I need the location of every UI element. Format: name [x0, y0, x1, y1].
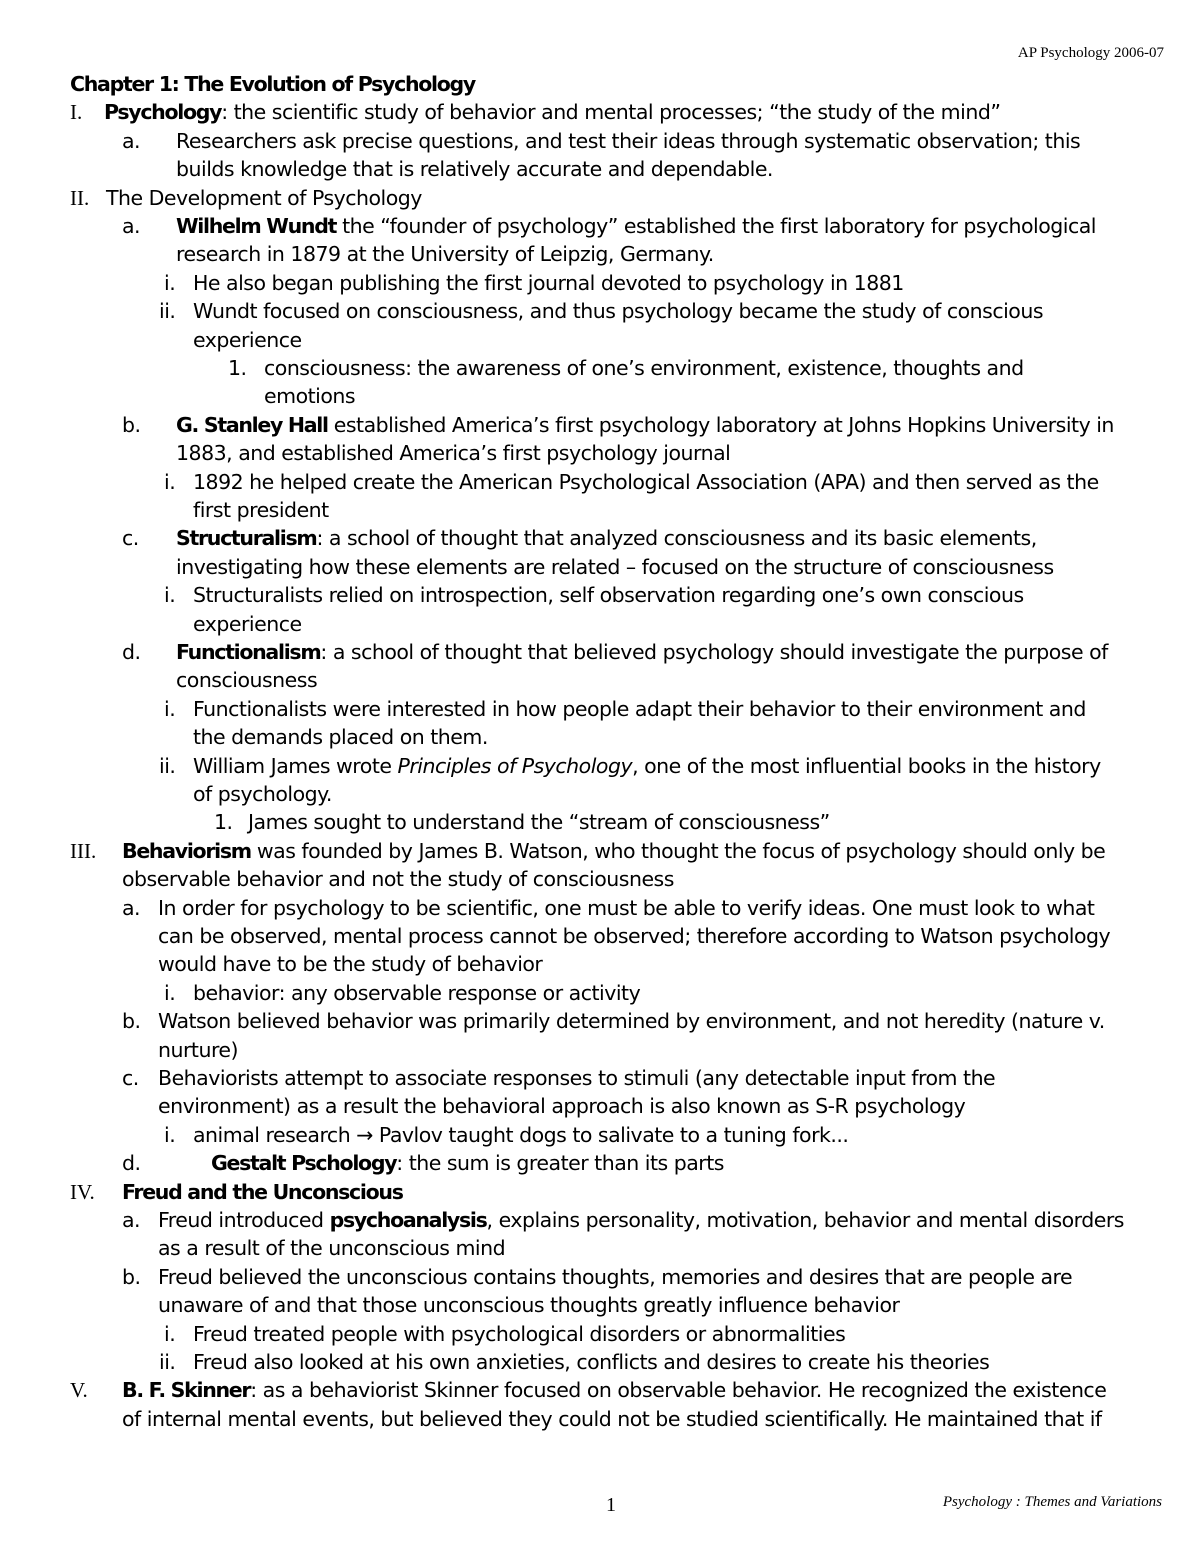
list-marker: 1.	[214, 810, 233, 835]
outline-line	[0, 326, 1200, 354]
list-marker: ii.	[159, 299, 176, 324]
outline-line	[0, 1036, 1200, 1064]
bold-term: psychoanalysis	[329, 1208, 487, 1232]
outline-line	[0, 524, 1200, 552]
line-text: Watson believed behavior was primarily determined by environment, and not heredity (nature v.	[158, 1009, 1105, 1034]
line-text: Functionalism: a school of thought that believed psychology should investigate the purpose of	[176, 640, 1108, 664]
line-text: consciousness: the awareness of one’s environment, existence, thoughts and	[264, 356, 1024, 380]
line-text: the demands placed on them.	[193, 725, 488, 750]
list-marker: d.	[122, 1151, 141, 1176]
outline-line	[0, 1178, 1200, 1206]
list-marker: IV.	[70, 1179, 95, 1204]
list-marker: a.	[122, 214, 141, 238]
outline-line	[0, 950, 1200, 978]
line-text: He also began publishing the first journal devoted to psychology in 1881	[193, 270, 904, 295]
line-text: first president	[193, 498, 329, 522]
list-marker: I.	[70, 100, 83, 125]
outline-line	[0, 269, 1200, 297]
line-text: unaware of and that those unconscious thoughts greatly influence behavior	[158, 1293, 900, 1318]
list-marker: ii.	[159, 1350, 176, 1374]
line-text: The Development of Psychology	[106, 185, 422, 210]
outline-line	[0, 865, 1200, 893]
list-marker: i.	[164, 1122, 176, 1147]
outline-line	[0, 1064, 1200, 1092]
bold-term: Wilhelm Wundt	[176, 214, 337, 238]
line-text: Structuralism: a school of thought that analyzed consciousness and its basic elements,	[176, 526, 1037, 551]
list-marker: i.	[164, 469, 176, 494]
page-number: 1	[606, 1494, 616, 1516]
list-marker: c.	[122, 526, 139, 551]
bold-term: Gestalt Pschology	[211, 1151, 397, 1176]
outline-line	[0, 184, 1200, 212]
line-text: Structuralists relied on introspection, self observation regarding one’s own conscious	[193, 583, 1024, 608]
line-text: Freud introduced psychoanalysis, explains personality, motivation, behavior and mental disorders	[158, 1208, 1124, 1232]
line-text: emotions	[264, 384, 356, 409]
outline-line	[0, 354, 1200, 382]
outline-line	[0, 439, 1200, 467]
bold-term: Functionalism	[176, 640, 321, 664]
list-marker: i.	[164, 583, 176, 608]
outline-line	[0, 411, 1200, 439]
bold-term: Structuralism	[176, 526, 317, 551]
line-text: nurture)	[158, 1037, 239, 1062]
outline-line	[0, 638, 1200, 666]
bold-term: Behaviorism	[122, 838, 251, 863]
line-text: Freud believed the unconscious contains thoughts, memories and desires that are people are	[158, 1264, 1073, 1289]
outline-line	[0, 1376, 1200, 1404]
line-text: Wilhelm Wundt the “founder of psychology” established the first laboratory for psychological	[176, 214, 1096, 238]
list-marker: c.	[122, 1066, 139, 1090]
outline-line	[0, 837, 1200, 865]
line-text: 1883, and established America’s first psychology journal	[176, 441, 731, 466]
outline-line	[0, 1320, 1200, 1348]
book-title: Principles of Psychology	[397, 753, 633, 778]
outline-line	[0, 1348, 1200, 1376]
chapter-title	[0, 70, 1200, 98]
line-text: Freud treated people with psychological disorders or abnormalities	[193, 1321, 846, 1346]
outline-line	[0, 1206, 1200, 1234]
outline-line	[0, 752, 1200, 780]
bold-term: G. Stanley Hall	[176, 412, 328, 437]
outline-line	[0, 468, 1200, 496]
line-text: experience	[193, 611, 302, 636]
outline-line	[0, 382, 1200, 410]
line-text: consciousness	[176, 668, 318, 693]
list-marker: b.	[122, 1009, 141, 1034]
outline-line	[0, 922, 1200, 950]
outline-line	[0, 723, 1200, 751]
line-text: experience	[193, 327, 302, 352]
bold-term: B. F. Skinner	[122, 1378, 251, 1403]
outline-line	[0, 979, 1200, 1007]
line-text: Freud also looked at his own anxieties, conflicts and desires to create his theories	[193, 1350, 990, 1374]
outline-line	[0, 780, 1200, 808]
line-text: In order for psychology to be scientific, one must be able to verify ideas. One must look to what	[158, 895, 1095, 920]
outline-line	[0, 1092, 1200, 1120]
outline-line	[0, 1007, 1200, 1035]
list-marker: a.	[122, 1208, 141, 1232]
outline-line	[0, 98, 1200, 126]
outline-line	[0, 1234, 1200, 1262]
footer-book-title: Psychology : Themes and Variations	[942, 1494, 1162, 1510]
list-marker: b.	[122, 412, 141, 437]
list-marker: i.	[164, 270, 176, 295]
line-text: observable behavior and not the study of consciousness	[122, 867, 674, 892]
list-marker: a.	[122, 895, 141, 920]
outline-line	[0, 695, 1200, 723]
outline-line	[0, 155, 1200, 183]
bold-term: Psychology	[104, 100, 222, 125]
outline-line	[0, 496, 1200, 524]
outline-line	[0, 808, 1200, 836]
outline-line	[0, 1149, 1200, 1177]
line-text: Wundt focused on consciousness, and thus psychology became the study of conscious	[193, 299, 1044, 324]
line-text: behavior: any observable response or activity	[193, 980, 641, 1005]
list-marker: d.	[122, 640, 141, 664]
line-text	[122, 1178, 403, 1206]
list-marker: i.	[164, 1321, 176, 1346]
line-text: Behaviorists attempt to associate responses to stimuli (any detectable input from the	[158, 1066, 996, 1090]
list-marker: III.	[70, 838, 97, 863]
line-text: would have to be the study of behavior	[158, 952, 543, 977]
line-text: can be observed, mental process cannot be observed; therefore according to Watson psychology	[158, 924, 1111, 948]
line-text: B. F. Skinner: as a behaviorist Skinner focused on observable behavior. He recognized the existence	[122, 1378, 1107, 1403]
list-marker: b.	[122, 1264, 141, 1289]
line-text: William James wrote Principles of Psychology, one of the most influential books in the history	[193, 753, 1101, 778]
line-text: research in 1879 at the University of Leipzig, Germany.	[176, 242, 714, 267]
line-text: builds knowledge that is relatively accurate and dependable.	[176, 157, 773, 182]
outline-line	[0, 127, 1200, 155]
list-marker: II.	[70, 185, 90, 210]
line-text: Behaviorism was founded by James B. Watson, who thought the focus of psychology should only be	[122, 838, 1106, 863]
outline-line	[0, 610, 1200, 638]
line-text: environment) as a result the behavioral approach is also known as S-R psychology	[158, 1094, 966, 1119]
line-text: Psychology: the scientific study of behavior and mental processes; “the study of the mind”	[104, 100, 1001, 125]
outline-line	[0, 297, 1200, 325]
list-marker: i.	[164, 980, 176, 1005]
list-marker: 1.	[228, 356, 247, 380]
list-marker: i.	[164, 696, 176, 721]
outline-line	[0, 581, 1200, 609]
chapter-title-text: Chapter 1: The Evolution of Psychology	[70, 72, 475, 96]
outline-line	[0, 1405, 1200, 1433]
line-text: as a result of the unconscious mind	[158, 1236, 506, 1261]
line-text: animal research → Pavlov taught dogs to salivate to a tuning fork...	[193, 1122, 849, 1147]
outline-line	[0, 240, 1200, 268]
line-text: 1892 he helped create the American Psychological Association (APA) and then served as the	[193, 469, 1099, 494]
line-text: of psychology.	[193, 782, 332, 806]
line-text: Researchers ask precise questions, and test their ideas through systematic observation; this	[176, 128, 1081, 153]
outline-line	[0, 1291, 1200, 1319]
outline-line	[0, 212, 1200, 240]
line-text: Gestalt Pschology: the sum is greater than its parts	[211, 1151, 724, 1176]
outline-line	[0, 553, 1200, 581]
outline-line	[0, 1121, 1200, 1149]
outline-line	[0, 1263, 1200, 1291]
list-marker: V.	[70, 1378, 88, 1403]
list-marker: ii.	[159, 753, 176, 778]
outline-line	[0, 666, 1200, 694]
line-text: investigating how these elements are related – focused on the structure of consciousness	[176, 554, 1054, 579]
line-text: of internal mental events, but believed they could not be studied scientifically. He maintained that if	[122, 1406, 1102, 1431]
line-text: Functionalists were interested in how people adapt their behavior to their environment and	[193, 696, 1086, 721]
page-header: AP Psychology 2006-07	[1017, 45, 1164, 61]
line-text: James sought to understand the “stream of consciousness”	[248, 810, 830, 835]
line-text: G. Stanley Hall established America’s first psychology laboratory at Johns Hopkins University in	[176, 412, 1114, 437]
outline-line	[0, 894, 1200, 922]
list-marker: a.	[122, 128, 141, 153]
bold-term: Freud and the Unconscious	[122, 1179, 403, 1204]
